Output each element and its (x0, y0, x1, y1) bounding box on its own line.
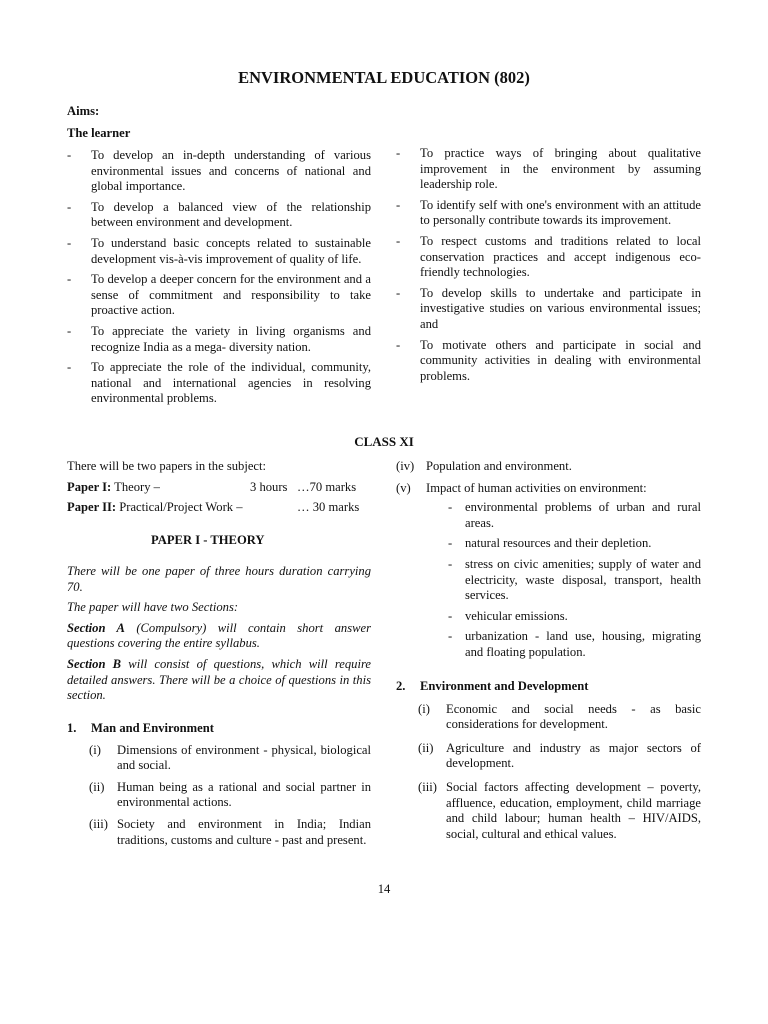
theory-line-1: There will be one paper of three hours duration carrying 70. (67, 564, 371, 594)
paper2-row: Paper II: Practical/Project Work – … 30 marks (67, 499, 360, 514)
papers-info (67, 459, 371, 516)
papers-intro: There will be two papers in the subject: (67, 459, 266, 473)
list-item: (ii) Human being as a rational and social partner in environmental actions. (89, 779, 371, 810)
list-item: (iv) Population and environment. (396, 459, 572, 473)
aim-item: - To motivate others and participate in social and community activities in dealing with environmental problems. (396, 337, 701, 383)
aims-heading: Aims: (67, 104, 100, 118)
section-b-text: Section B will consist of questions, which will require detailed answers. There will be a choice of questions in this section. (67, 656, 371, 703)
list-item: (iii) Social factors affecting development – poverty, affluence, education, employment, child marriage and child labour; human health – HIV/AIDS, social, cultural and ethical values. (418, 779, 701, 841)
list-item: - urbanization - land use, housing, migrating and floating population. (448, 629, 701, 659)
topic-1-continued (396, 459, 701, 666)
topic-1 (67, 721, 371, 854)
aim-item: - To develop a balanced view of the relationship between environment and development. (67, 199, 371, 230)
list-item: (iii) Society and environment in India; Indian traditions, customs and culture - past and present. (89, 816, 371, 847)
list-item: - vehicular emissions. (448, 608, 568, 623)
page-number: 14 (377, 882, 391, 896)
list-item: (i) Economic and social needs - as basic considerations for development. (418, 701, 701, 732)
topic-1-heading: 1. Man and Environment (67, 721, 214, 735)
learner-subheading: The learner (67, 126, 131, 140)
aim-item: - To develop skills to undertake and participate in investigative studies on various environmental issues; and (396, 285, 701, 331)
aim-item: - To develop a deeper concern for the environment and a sense of commitment and responsibility to take proactive action. (67, 272, 371, 318)
topic-1-items (67, 743, 371, 849)
list-item: (ii) Agriculture and industry as major sectors of development. (418, 740, 701, 771)
list-item: - natural resources and their depletion. (448, 536, 652, 551)
aim-item: - To respect customs and traditions related to local conservation practices and accept indigenous eco-friendly technologies. (396, 233, 701, 280)
list-item: - stress on civic amenities; supply of water and electricity, waste disposal, transport, health services. (448, 556, 701, 603)
theory-instructions (67, 564, 371, 704)
aim-item: - To identify self with one's environment with an attitude to personally contribute towards its improvement. (396, 197, 701, 228)
paper1-row: Paper I: Theory – 3 hours …70 marks (67, 479, 357, 494)
topic-2-heading: 2. Environment and Development (396, 679, 589, 693)
aim-item: - To practice ways of bringing about qualitative improvement in the environment by assuming leadership role. (396, 146, 701, 192)
class-heading: CLASS XI (354, 434, 414, 449)
impact-list (396, 500, 701, 660)
topic-2 (396, 679, 701, 848)
aim-item: - To appreciate the role of the individual, community, national and international agencies in resolving environmental problems. (67, 360, 371, 406)
aim-item: - To develop an in-depth understanding of various environmental issues and concerns of national and global importance. (67, 148, 371, 194)
section-a-text: Section A (Compulsory) will contain short answer questions covering the entire syllabus. (67, 620, 371, 651)
aims-left-list (67, 148, 371, 412)
aim-item: - To appreciate the variety in living organisms and recognize India as a mega- diversity nation. (67, 323, 371, 354)
list-item: (i) Dimensions of environment - physical, biological and social. (89, 742, 371, 773)
theory-heading: PAPER I - THEORY (151, 533, 265, 547)
list-item: (v) Impact of human activities on environment: (396, 480, 647, 495)
aims-right-list (396, 146, 701, 389)
aim-item: - To understand basic concepts related to sustainable development vis-à-vis improvement of quality of life. (67, 235, 371, 266)
document-title: ENVIRONMENTAL EDUCATION (802) (238, 68, 530, 87)
list-item: - environmental problems of urban and rural areas. (448, 500, 701, 530)
topic-2-items (396, 702, 701, 843)
theory-line-2: The paper will have two Sections: (67, 600, 239, 615)
